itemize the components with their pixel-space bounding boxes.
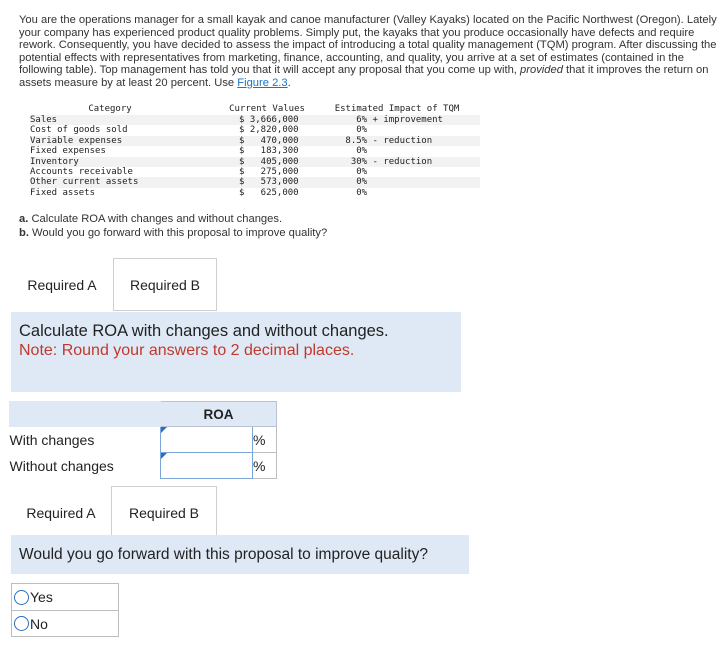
row-label-without-changes: Without changes — [9, 457, 114, 474]
table-cell-current: $ 405,000 — [239, 156, 299, 167]
percent-unit: % — [253, 427, 277, 453]
header-current: Current Values — [229, 104, 305, 114]
roa-blank-header — [10, 402, 161, 427]
table-cell-category: Accounts receivable — [30, 166, 133, 177]
answer-options — [11, 583, 119, 637]
option-yes[interactable] — [12, 584, 118, 610]
table-row — [30, 167, 480, 177]
table-cell-impact: 0% — [340, 125, 368, 136]
question-a — [19, 213, 327, 227]
table-row — [30, 136, 480, 146]
table-cell-current: $ 3,666,000 — [239, 115, 299, 125]
table-cell-current: $ 573,000 — [239, 177, 299, 188]
table-body — [30, 115, 480, 198]
roa-with-changes-cell — [161, 427, 253, 453]
table-cell-category: Sales — [30, 115, 58, 125]
table-cell-impact: 0% — [340, 187, 368, 198]
row-label-with-changes: With changes — [9, 431, 95, 448]
radio-button-icon[interactable] — [14, 616, 29, 631]
table-cell-category: Inventory — [30, 156, 79, 167]
tab-required-b[interactable]: Required B — [113, 258, 217, 311]
table-row — [30, 188, 480, 198]
tab-required-a[interactable]: Required A — [27, 276, 97, 293]
part-b-instructions — [11, 535, 469, 574]
tab-required-a[interactable]: Required A — [26, 504, 96, 521]
tab-bar-a — [11, 258, 217, 311]
table-row — [10, 427, 277, 453]
question-b-label: b. — [19, 226, 29, 239]
table-cell-category: Cost of goods sold — [30, 125, 128, 136]
roa-without-changes-input[interactable] — [161, 453, 252, 478]
problem-text: You are the operations manager for a small kayak and canoe manufacturer (Valley Kayaks) located on the Pacific Northwest (Oregon). Lately your company has experienced product quality problems. Simply put, the kayaks that you produce occasionally have defects and require rework. Consequently, you have decided to assess the impact of introducing a total quality management (TQM) program. After discussing the potential effects with representatives from marketing, finance, accounting, and quality, you arrive at a set of estimates (contained in the following table). Top management has told you that it will accept any proposal that you come up with, — [19, 14, 717, 77]
table-cell-category: Other current assets — [30, 177, 139, 188]
table-cell-current: $ 2,820,000 — [239, 125, 299, 136]
problem-text-after: that it improves the return on assets measure by at least 20 percent. Use — [19, 64, 709, 89]
option-no[interactable] — [12, 610, 118, 636]
question-a-text: Calculate ROA with changes and without changes. — [28, 213, 283, 225]
question-b — [19, 227, 327, 241]
problem-italic: provided — [520, 64, 563, 77]
question-a-label: a. — [19, 213, 29, 225]
radio-button-icon[interactable] — [14, 590, 29, 605]
table-cell-impact: 0% — [340, 177, 368, 188]
header-category: Category — [88, 104, 132, 114]
table-cell-impact: 0% — [340, 166, 368, 177]
table-cell-current: $ 625,000 — [239, 187, 299, 198]
table-cell-impact: 0% — [340, 146, 368, 157]
table-cell-impact: 8.5% - reduction — [340, 135, 433, 146]
part-a-instructions — [11, 312, 461, 392]
table-row — [30, 146, 480, 156]
header-impact: Estimated Impact of TQM — [334, 104, 460, 114]
table-cell-impact: 6% + improvement — [340, 115, 443, 125]
table-cell-impact: 30% - reduction — [340, 156, 433, 167]
questions — [19, 213, 327, 240]
part-a-note: Note: Round your answers to 2 decimal places. — [19, 342, 355, 359]
table-row — [30, 177, 480, 187]
problem-end: . — [287, 76, 291, 89]
table-cell-category: Fixed expenses — [30, 146, 106, 157]
table-cell-current: $ 183,300 — [239, 146, 299, 157]
tab-bar-b — [11, 486, 217, 539]
table-cell-current: $ 470,000 — [239, 135, 299, 146]
table-header-row — [30, 104, 480, 115]
table-row — [30, 157, 480, 167]
roa-with-changes-input[interactable] — [161, 427, 252, 452]
question-b-text: Would you go forward with this proposal to improve quality? — [28, 226, 328, 239]
estimates-table — [30, 104, 480, 198]
roa-without-changes-cell — [161, 453, 253, 479]
input-marker-icon — [161, 427, 167, 433]
option-yes-label: Yes — [30, 589, 53, 605]
part-b-title: Would you go forward with this proposal to improve quality? — [19, 546, 428, 563]
table-row — [30, 115, 480, 125]
table-cell-current: $ 275,000 — [239, 166, 299, 177]
problem-statement — [19, 14, 719, 90]
option-no-label: No — [30, 615, 48, 632]
table-cell-category: Fixed assets — [30, 187, 96, 198]
figure-link[interactable]: Figure 2.3 — [237, 76, 288, 89]
part-a-title: Calculate ROA with changes and without changes. — [19, 322, 389, 340]
table-cell-category: Variable expenses — [30, 135, 123, 146]
table-row — [10, 453, 277, 479]
percent-unit: % — [253, 453, 277, 479]
tab-required-b[interactable]: Required B — [111, 486, 217, 539]
roa-table — [9, 401, 277, 479]
roa-column-header: ROA — [161, 402, 277, 427]
input-marker-icon — [161, 453, 167, 459]
table-row — [30, 125, 480, 135]
